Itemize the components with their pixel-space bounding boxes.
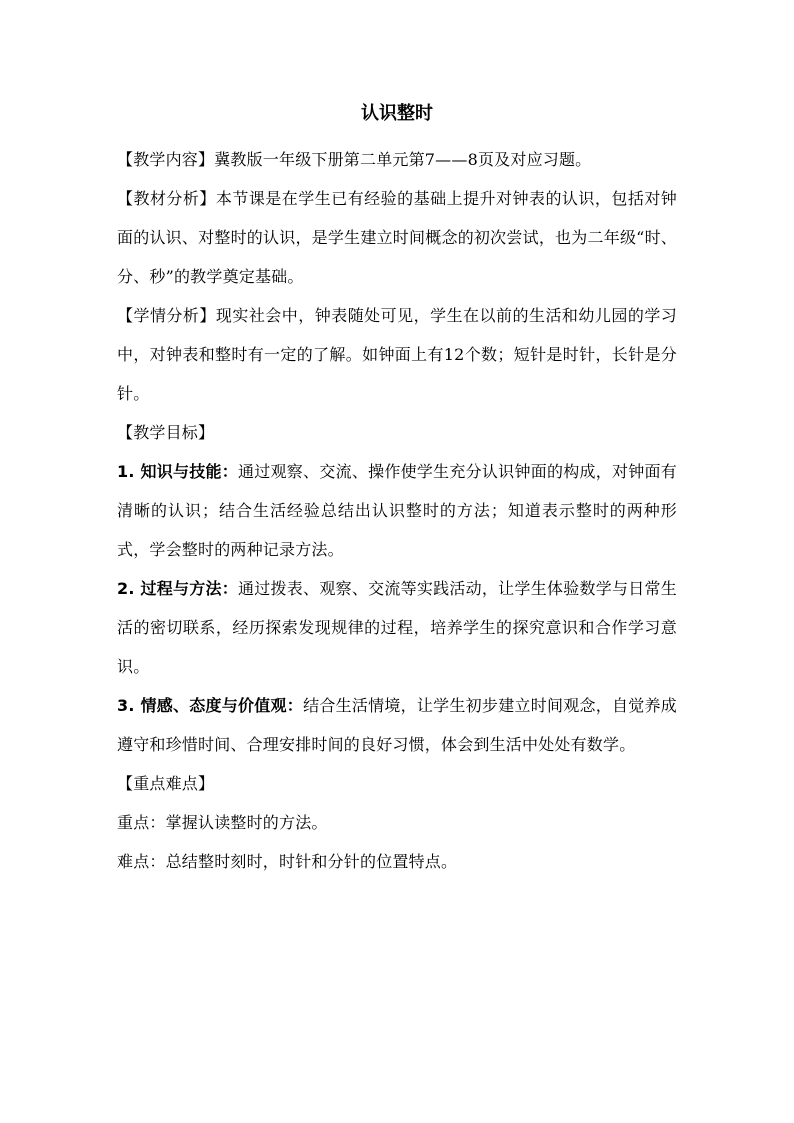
keypoints-label: 【重点难点】	[117, 774, 215, 793]
goal-item	[117, 686, 677, 764]
student-analysis-paragraph	[117, 296, 677, 413]
goal-item-text: 通过观察、交流、操作使学生充分认识钟面的构成，对钟面有清晰的认识；结合生活经验总结出认识整时的方法；知道表示整时的两种形式，学会整时的两种记录方法。	[117, 462, 677, 559]
teaching-content-paragraph	[117, 140, 677, 179]
teaching-content-text: 冀教版一年级下册第二单元第7——8页及对应习题。	[214, 150, 592, 169]
document-page	[117, 100, 677, 881]
teaching-goals-label: 【教学目标】	[117, 423, 215, 442]
goal-item	[117, 452, 677, 569]
goal-item-label: 1. 知识与技能：	[117, 462, 239, 481]
goal-item-text: 通过拨表、观察、交流等实践活动，让学生体验数学与日常生活的密切联系，经历探索发现规律的过程，培养学生的探究意识和合作学习意识。	[117, 579, 677, 676]
document-title: 认识整时	[361, 103, 433, 124]
material-analysis-label: 【教材分析】	[117, 189, 216, 208]
student-analysis-text: 现实社会中，钟表随处可见，学生在以前的生活和幼儿园的学习中，对钟表和整时有一定的了解。如钟面上有12个数；短针是时针，长针是分针。	[117, 306, 677, 403]
material-analysis-paragraph	[117, 179, 677, 296]
goal-item-text: 结合生活情境，让学生初步建立时间观念，自觉养成遵守和珍惜时间、合理安排时间的良好习惯，体会到生活中处处有数学。	[117, 696, 677, 754]
keypoints-heading	[117, 764, 677, 803]
goal-item	[117, 569, 677, 686]
material-analysis-text: 本节课是在学生已有经验的基础上提升对钟表的认识，包括对钟面的认识、对整时的认识，是学生建立时间概念的初次尝试，也为二年级“时、分、秒”的教学奠定基础。	[117, 189, 677, 286]
teaching-goals-heading	[117, 413, 677, 452]
goal-item-label: 3. 情感、态度与价值观：	[117, 696, 304, 715]
student-analysis-label: 【学情分析】	[117, 306, 216, 325]
goal-item-label: 2. 过程与方法：	[117, 579, 239, 598]
key-point-text: 重点：掌握认读整时的方法。	[117, 813, 328, 832]
teaching-content-label: 【教学内容】	[117, 150, 215, 169]
difficult-point-text: 难点：总结整时刻时，时针和分针的位置特点。	[117, 852, 458, 871]
